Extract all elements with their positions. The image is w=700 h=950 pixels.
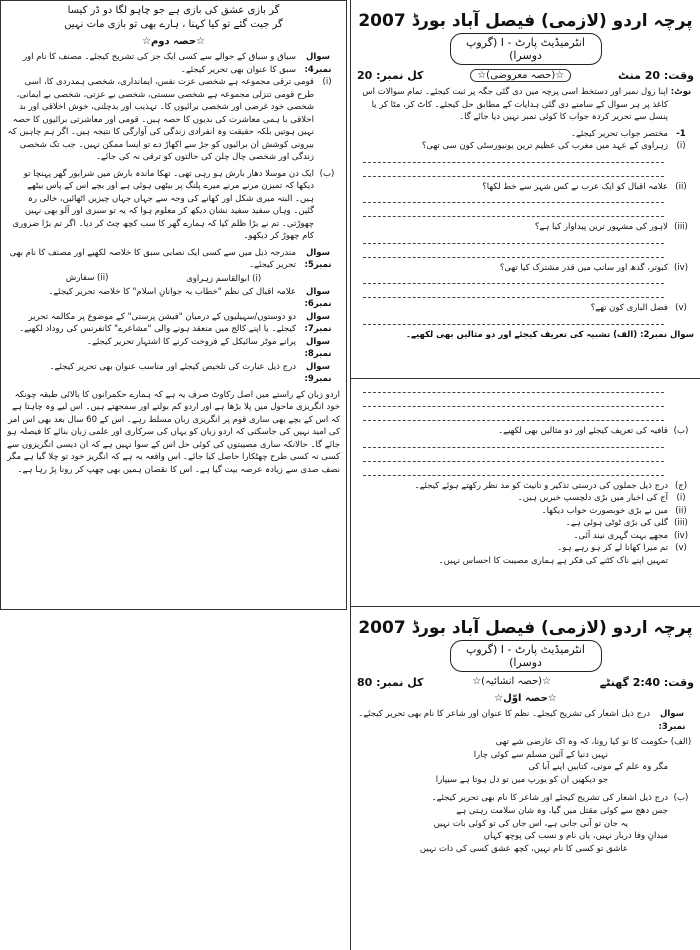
verse-group — [357, 792, 668, 855]
question-1 — [357, 128, 694, 141]
item-label: (ب) — [673, 426, 689, 436]
item-label: (iii) — [674, 518, 688, 528]
item-label: (الف) — [670, 737, 692, 747]
item-text: درج ذیل جملوں کی درستی تذکیر و تانیث کو مد نظر رکھتے ہوئے کیجئے۔ — [414, 480, 668, 491]
correction-item — [357, 542, 694, 555]
objective-paper-continued — [350, 378, 700, 606]
note-label: نوٹ: — [670, 87, 692, 97]
answer-line[interactable] — [363, 397, 664, 407]
item-text: تم میرا کھانا لے کر ہو رہے ہو۔ — [557, 543, 668, 553]
answer-line[interactable] — [363, 234, 664, 244]
verse-line: جس دھج سے کوئی مقتل میں گیا، وہ شان سلامت رہتی ہے — [456, 805, 668, 816]
question-text: سیاق و سباق کے حوالے سے کسی ایک جز کی تشریح کیجئے۔ مصنف کا نام اور سبق کا عنوان بھی تحریر کیجئے۔ — [22, 52, 296, 75]
short-question — [357, 140, 694, 153]
summary-passage: اردو زبان کے راستے میں اصل رکاوٹ صرف یہ ہے کہ ہمارے حکمرانوں کا بالائی طبقہ چونکہ خود انگریزی ماحول میں پلا بڑھا ہے اور اردو کم بولتے اور سمجھتے ہیں۔ اس لیے وہ چاہتا ہے کہ اس کے بچے بھی ساری قوم پر انگریزی زبان مسلط رہے۔ اس کے 60 سال بعد بھی اس امر کی امید نہیں کی جاسکتی کہ اردو زبان کو یہاں کی سرکاری اور علمی زبان بنائے کا فیصلہ ہو جائے گا۔ حالانکہ ساری مصیبتوں کی کوئی حل اس کے سوا نہیں ہے کہ ان دیسی انگریزوں سے کسی نہ کسی طرح چھٹکارا حاصل کیا جائے۔ اس واقعہ یہ ہے کہ انگریز خود تو چلا گیا ہے مگر نصف صدی سے زیادہ عرصہ بیت گیا ہے۔ اس کا نقصان ہمیں بھی چھپ کر رونا پڑ رہا ہے۔ — [7, 389, 340, 476]
answer-line[interactable] — [363, 315, 664, 325]
time-allowed: وقت: 20 منٹ — [617, 69, 694, 82]
answer-line[interactable] — [363, 153, 664, 163]
item-label: (v) — [675, 303, 687, 313]
item-label: (iii) — [674, 222, 688, 232]
question-text: درج ذیل اشعار کی تشریح کیجئے اور شاعر کا نام بھی تحریر کیجئے۔ — [431, 793, 668, 804]
item-label: (i) — [676, 493, 686, 503]
verse-line-2: گر جیت گئے تو کیا کہنا ، ہارے بھی تو بازی مات نہیں — [64, 19, 283, 30]
answer-line[interactable] — [363, 193, 664, 203]
paper-subtitle: انٹرمیڈیٹ پارٹ - I (گروپ دوسرا) — [450, 33, 602, 65]
item-label: (ب) — [319, 168, 335, 179]
paper-title: پرچہ اردو (لازمی) فیصل آباد بورڈ 2007 — [358, 11, 693, 31]
verse-line: یہ جان تو آنی جانی ہے، اس جاں کی تو کوئی بات نہیں — [433, 818, 628, 829]
question-9 — [7, 361, 340, 386]
answer-line[interactable] — [363, 248, 664, 258]
question-4-b — [7, 168, 340, 243]
short-question — [357, 262, 694, 275]
answer-line[interactable] — [363, 274, 664, 284]
note-text: اپنا رول نمبر اور دستخط اسی پرچہ میں دی گئی جگہ پر ثبت کیجئے۔ تمام سوالات اس کاغذ پر ہر سوال کے سامنے دی گئی ہدایات کے مطابق حل کیجئے۔ کاٹ کر، مٹا کر یا پنسل سے تحریر کردہ جواب کا کوئی نمبر نہیں دیا جائے گا۔ — [362, 87, 668, 122]
item-label: (i) — [676, 141, 686, 151]
item-text: گلی کی بڑی ٹوٹی ہوئی ہے۔ — [565, 518, 668, 528]
question-label: سوال نمبر7: — [304, 311, 332, 334]
question-label: سوال نمبر3: — [658, 709, 686, 732]
section-title: ☆حصہ دوم☆ — [141, 36, 205, 47]
part-title: ☆حصہ اوّل☆ — [494, 693, 557, 704]
question-3-b — [357, 792, 694, 855]
subjective-paper-panel — [350, 606, 700, 950]
correction-item — [357, 492, 694, 505]
answer-line[interactable] — [363, 452, 664, 462]
verse-group — [357, 736, 668, 786]
question-text: دو دوستوں/سہیلیوں کے درمیان "فیشن پرستی" کے موضوع پر مکالمہ تحریر کیجئے۔ یا اپنے کالج میں منعقد ہونے والی "مشاعرے" کانفرنس کی روداد لکھیے۔ — [19, 311, 296, 334]
item-text: لاہور کی مشہور ترین پیداوار کیا ہے؟ — [534, 222, 668, 232]
item-label: (ب) — [673, 793, 689, 804]
item-text: قومی ترقی مجموعہ ہے شخصی عزت نفس، ایمانداری، شخصی ہمدردی کا، اسی طرح قومی تنزلی مجموعہ ہے شخصی سستی، شخصی بے عزتی، شخصی بے ایمانی، شخصی خود غرضی اور شخصی برائیوں کا۔ تہذیب اور بدچلنی، خوش اخلاقی اور بد اخلاقی با ہمی معاشرت کی بدیوں کا حصہ ہیں۔ قومی اور معاشرتی برائیوں کا حصہ نہیں ہوتیں بلکہ حقیقت وہ انفرادی زندگی کی آوارگی کا نتیجہ ہیں۔ اگر ہم چاہیں کہ بیرونی کوشش ان برائیوں کو جڑ سے اکھاڑ دے تو ایسا ممکن نہیں۔ جب تک شخصی زندگی اور شخصی چال چلن کی حالتوں کو ترقی نہ کی جائے۔ — [7, 77, 314, 162]
item-text: آج کی اخبار میں بڑی دلچسپ خبریں ہیں۔ — [517, 493, 668, 503]
short-question — [357, 302, 694, 315]
verse-line: عاشق تو کسی کا نام نہیں، کچھ عشق کسی کی ذات نہیں — [419, 843, 628, 854]
verse-line: مگر وہ علم کے موتی، کتابیں اپنے آبا کی — [528, 762, 668, 773]
answer-line[interactable] — [363, 438, 664, 448]
total-marks: کل نمبر: 80 — [357, 676, 424, 689]
extra-sentence: تمہیں اپنے ناک کٹنے کی فکر ہے ہماری مصیبت کا احساس نہیں۔ — [438, 555, 668, 566]
question-text: درج ذیل اشعار کی تشریح کیجئے۔ نظم کا عنوان اور شاعر کا نام بھی تحریر کیجئے۔ — [358, 709, 650, 719]
verse-line: جو دیکھیں ان کو یورپ میں تو دل ہوتا ہے سیپارا — [435, 774, 608, 785]
time-allowed: وقت: 2:40 گھنٹے — [599, 676, 694, 689]
item-label: (i) — [322, 77, 332, 87]
item-label: (ii) — [675, 181, 687, 192]
question-2-c — [357, 480, 694, 493]
verse-line-1: گر بازی عشق کی بازی ہے جو چاہو لگا دو ڈر کیسا — [67, 5, 280, 16]
item-text: کبوتر، گدھ اور سانپ میں قدر مشترک کیا تھی؟ — [499, 262, 668, 273]
item-text: فضل الباری کون تھے؟ — [590, 303, 668, 313]
paper-meta — [357, 676, 694, 689]
question-text: درج ذیل عبارت کی تلخیص کیجئے اور مناسب عنوان بھی تحریر کیجئے۔ — [49, 361, 296, 372]
question-2-b — [357, 425, 694, 438]
question-5 — [7, 247, 340, 272]
question-label: سوال نمبر8: — [304, 336, 332, 359]
item-text: علامہ اقبال کو ایک عرب نے کس شہر سے خط لکھا؟ — [482, 181, 668, 192]
left-exam-panel — [0, 0, 347, 610]
option-1: (i) ابوالقاسم زہراوی — [186, 273, 262, 284]
question-3 — [357, 708, 694, 733]
question-2-heading: سوال نمبر2: (الف) تشبیہ کی تعریف کیجئے اور دو مثالیں بھی لکھیے۔ — [406, 329, 694, 340]
item-text: قافیہ کی تعریف کیجئے اور دو مثالیں بھی لکھیے۔ — [498, 426, 668, 436]
question-label: سوال نمبر9: — [304, 361, 332, 384]
correction-item — [357, 530, 694, 543]
question-6 — [7, 286, 340, 311]
question-7 — [7, 311, 340, 336]
question-label: سوال نمبر5: — [304, 247, 332, 270]
correction-item — [357, 505, 694, 518]
verse-line: نہیں دنیا کے آئین مسلم سے کوئی چارا — [473, 749, 608, 760]
section-label: ☆(حصہ انشائیہ)☆ — [472, 676, 552, 687]
question-3-a — [357, 736, 694, 786]
item-label: (iv) — [673, 530, 689, 541]
answer-line[interactable] — [363, 411, 664, 421]
section-label: ☆(حصہ معروضی)☆ — [470, 69, 571, 82]
item-label: (v) — [675, 543, 687, 553]
item-text: زہراوی کے عہد میں مغرب کی عظیم ترین یونیورسٹی کون سی تھی؟ — [421, 141, 668, 151]
verse-line: حکومت کا تو کیا رونا، کہ وہ اک عارضی شے تھی — [495, 737, 668, 747]
question-label: سوال نمبر6: — [304, 286, 332, 309]
verse-line: میدانِ وفا دربار نہیں، یاں نام و نسب کی پوچھ کہاں — [483, 831, 668, 842]
question-8 — [7, 336, 340, 361]
note — [357, 86, 694, 124]
correction-item — [357, 517, 694, 530]
question-text: مختصر جواب تحریر کیجئے۔ — [570, 128, 668, 139]
answer-line[interactable] — [363, 207, 664, 217]
objective-paper-panel — [350, 0, 700, 378]
answer-line[interactable] — [363, 383, 664, 393]
question-5-options — [27, 273, 300, 284]
total-marks: کل نمبر: 20 — [357, 69, 424, 82]
answer-line[interactable] — [363, 167, 664, 177]
question-4-i — [7, 76, 340, 164]
paper-subtitle: انٹرمیڈیٹ پارٹ - I (گروپ دوسرا) — [450, 640, 602, 672]
question-4 — [7, 51, 340, 76]
answer-line[interactable] — [363, 466, 664, 476]
question-text: علامہ اقبال کی نظم "خطاب بہ جوانانِ اسلام" کا خلاصہ تحریر کیجئے۔ — [48, 286, 296, 297]
item-text: میں نے بڑی خوبصورت خواب دیکھا۔ — [541, 505, 668, 516]
option-2: (ii) سفارش — [65, 272, 109, 283]
answer-line[interactable] — [363, 288, 664, 298]
item-label: (iv) — [673, 262, 689, 273]
paper-meta — [357, 69, 694, 82]
question-text: پرانے موٹر سائیکل کے فروخت کرنے کا اشتہار تحریر کیجئے۔ — [86, 336, 296, 347]
paper-title: پرچہ اردو (لازمی) فیصل آباد بورڈ 2007 — [358, 618, 693, 638]
item-text: ایک دن موسلا دھار بارش ہو رہی تھی۔ تھکا ماندہ بارش میں شرابور گھر پہنچا تو دیکھا کہ تمیزن مرنے مرنے میرے پلنگ پر بیٹھی ہوئی ہے اور بچے اس کے پاس بیٹھے ہیں۔ البتہ میری شکل اور کھانے کی وجہ سے جہاں جہاں چیزیں اٹھائیں، خالی رہ گئیں۔ وہاں سفید سفید نشان دیکھ کر معلوم ہوا کہ یہ تو سبزی اور آلو بھی نہیں چھوڑتی۔ تم نے بڑا ظلم کیا کہ ہمارے گھر کا سب کچھ چٹ کر دیا۔ اگر تم بڑا ضروری کام چھوڑ کر دیکھو۔ — [12, 168, 314, 241]
question-text: مندرجہ ذیل میں سے کسی ایک نصابی سبق کا خلاصہ لکھیے اور مصنف کا نام بھی تحریر کیجئے۔ — [9, 247, 296, 270]
short-question — [357, 221, 694, 234]
item-text: مجھے بہت گہری نیند آئی۔ — [573, 530, 668, 541]
question-label: سوال نمبر4: — [304, 52, 332, 75]
short-question — [357, 181, 694, 194]
question-label: 1- — [676, 128, 686, 139]
item-label: (ج) — [674, 480, 688, 491]
item-label: (ii) — [675, 505, 687, 516]
